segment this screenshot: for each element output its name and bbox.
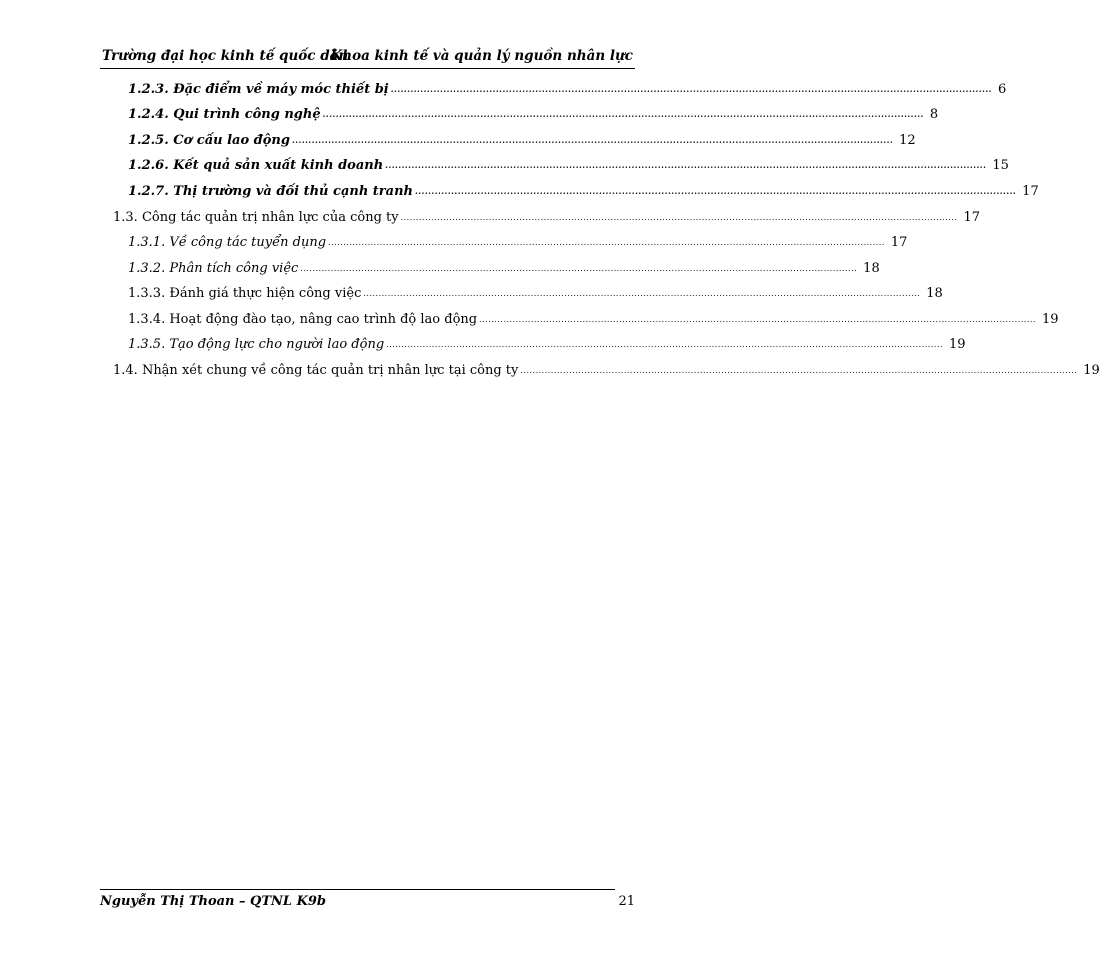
toc-entry [128,235,908,255]
toc-leader: ....................................................................................................................................................................................... [400,213,958,222]
toc-entry-page: 17 [1022,184,1039,199]
toc-entry-page: 12 [899,133,916,148]
footer-divider [100,889,615,890]
toc-entry-label: 1.3.2. Phân tích công việc [128,261,299,276]
toc-entry-label: 1.2.7. Thị trường và đối thủ cạnh tranh [128,184,413,199]
toc-entry-page: 19 [1041,312,1059,327]
toc-entry-page: 18 [863,261,880,276]
toc-leader: ....................................................................................................................................................................................... [386,340,944,349]
toc-leader: ....................................................................................................................................................................................... [328,238,885,247]
toc-entry-label: 1.2.5. Cơ cấu lao động [128,133,290,148]
toc-entry [128,184,1039,204]
toc-entry-page: 17 [890,235,908,250]
footer-author: Nguyễn Thị Thoan – QTNL K9b [100,894,327,909]
toc-entry-label: 1.4. Nhận xét chung về công tác quản trị nhân lực tại công ty [113,363,519,378]
toc-entry-label: 1.3.5. Tạo động lực cho người lao động [128,337,385,352]
toc-entry [128,158,1009,178]
toc-leader: ....................................................................................................................................................................................... [385,160,987,170]
toc-leader: ....................................................................................................................................................................................... [363,289,921,298]
toc-leader: ....................................................................................................................................................................................... [414,186,1017,196]
toc-entry-label: 1.3. Công tác quản trị nhân lực của công ty [113,210,399,225]
header-faculty: Khoa kinh tế và quản lý nguồn nhân lực [330,48,633,64]
toc-entry-page: 19 [1083,363,1100,378]
toc-entry-label: 1.2.3. Đặc điểm về máy móc thiết bị [128,82,389,97]
toc-entry-page: 19 [949,337,966,352]
toc-entry-label: 1.2.4. Qui trình công nghệ [128,107,321,122]
toc-entry [128,82,1007,102]
toc-leader: ....................................................................................................................................................................................... [322,109,924,119]
toc-entry-label: 1.3.1. Về công tác tuyển dụng [128,235,327,250]
header-divider [100,68,635,69]
toc-leader: ....................................................................................................................................................................................... [291,135,894,145]
toc-entry [128,312,1059,332]
toc-entry [128,261,880,281]
toc-entry-page: 8 [929,107,939,122]
toc-entry-page: 17 [963,210,981,225]
toc-entry-label: 1.3.4. Hoạt động đào tạo, nâng cao trình độ lao động [128,312,478,327]
toc-entry [128,133,916,153]
header-university: Trường đại học kinh tế quốc dân [102,48,349,64]
toc-entry-page: 6 [997,82,1007,97]
toc-leader: ....................................................................................................................................................................................... [479,315,1036,324]
toc-entry [113,363,1100,383]
footer-page-number: 21 [618,894,635,909]
toc-entry-label: 1.3.3. Đánh giá thực hiện công việc [128,286,362,301]
page-header [100,48,635,66]
toc-entry-page: 18 [926,286,943,301]
toc-entry [128,107,939,127]
toc-entry-label: 1.2.6. Kết quả sản xuất kinh doanh [128,158,384,173]
toc-leader: ....................................................................................................................................................................................... [300,264,858,273]
toc-entry [113,210,981,230]
toc-entry [128,337,966,357]
toc-entry [128,286,943,306]
toc-entry-page: 15 [992,158,1009,173]
toc-leader: ....................................................................................................................................................................................... [390,84,992,94]
toc-leader: ....................................................................................................................................................................................... [520,366,1078,375]
